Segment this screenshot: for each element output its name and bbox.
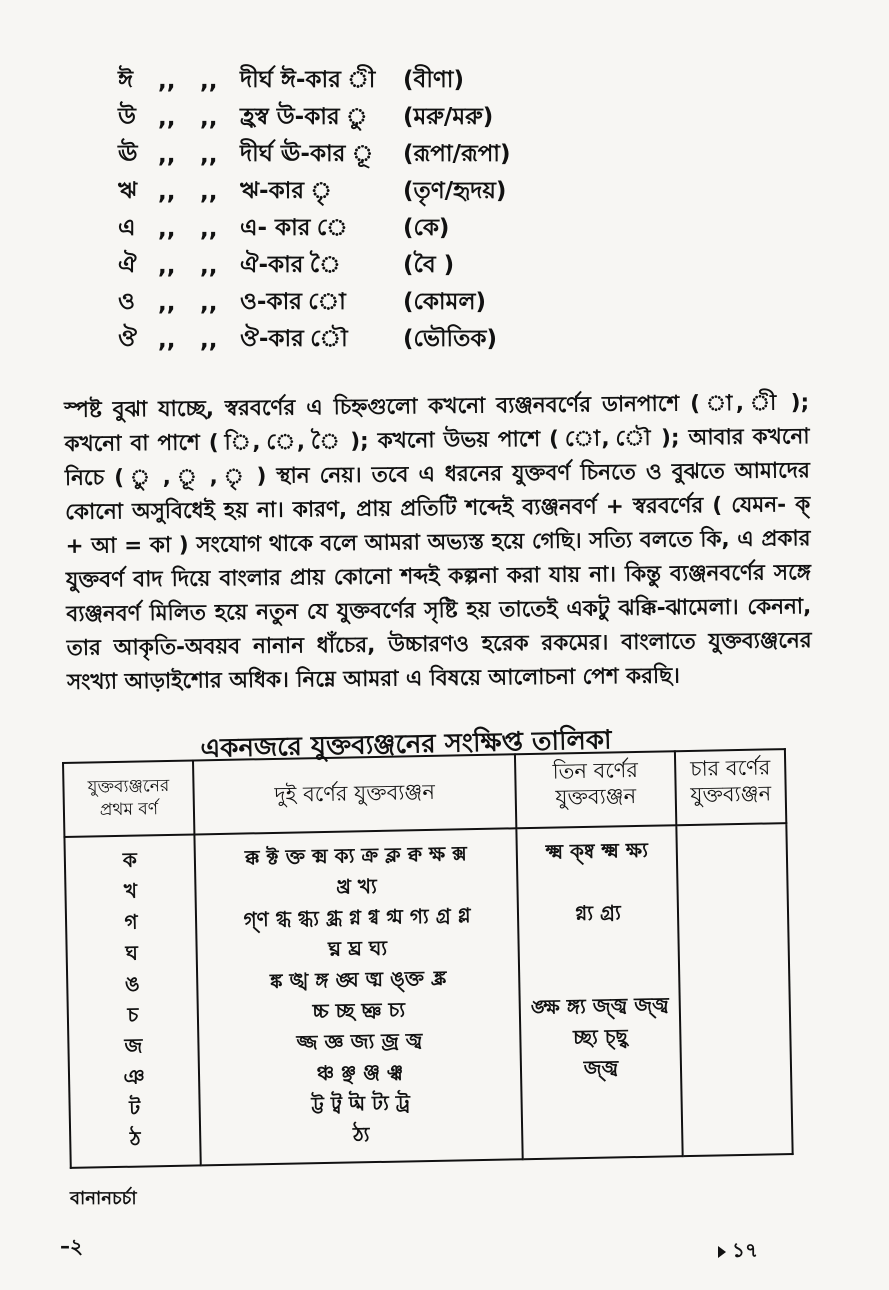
first-letter-cell: খ xyxy=(123,878,138,903)
ditto-mark: ,, xyxy=(200,215,218,242)
header-four-letter: চার বর্ণের যুক্তব্যঞ্জন xyxy=(675,749,786,825)
three-letter-line xyxy=(519,865,676,899)
example-word: (কে) xyxy=(403,215,450,241)
three-letter-line: ঙ্ক্ষ ঙ্গ্য জ্জ্ব জ্জ্ব xyxy=(530,992,669,1020)
table-title: একনজরে যুক্তব্যঞ্জনের সংক্ষিপ্ত তালিকা xyxy=(200,725,612,764)
ditto-mark: ,, xyxy=(158,178,176,205)
example-word: (মরু/মরু) xyxy=(403,104,494,130)
ditto-mark: ,, xyxy=(200,326,218,353)
arrow-right-icon xyxy=(718,1246,726,1258)
two-letter-line: ক্ক ক্ট ক্ত ক্ম ক্য ক্র ক্ল ক্ব ক্ষ ক্স xyxy=(244,841,468,870)
first-letter-cell: ট xyxy=(128,1095,141,1120)
vowel-letter: ঋ xyxy=(118,178,138,204)
ditto-mark: ,, xyxy=(200,289,218,316)
two-letter-line: ট্ট ট্ব ট্ম ট্য ট্র xyxy=(311,1090,411,1117)
kar-sign: দীর্ঘ ঊ-কার ূ xyxy=(240,141,374,167)
three-letter-line: গ্ন্য গ্র্য xyxy=(574,900,621,926)
example-word: (রূপা/রূপা) xyxy=(403,141,511,167)
two-letter-line: ঞ্চ ঞ্ছ ঞ্জ ঞ্ঝ xyxy=(316,1059,404,1086)
book-name: বানানচর্চা xyxy=(70,1188,137,1209)
two-letter-line: ঙ্ক ঙ্খ ঙ্গ ঙ্ঘ ঙ্ম ঙ্ক্ত ঙ্ক্র xyxy=(269,965,447,994)
example-word: (বীণা) xyxy=(403,67,464,93)
ditto-mark: ,, xyxy=(158,67,176,94)
ditto-mark: ,, xyxy=(158,141,176,168)
first-letter-column xyxy=(64,834,200,1167)
three-letter-line: জ্জ্ব xyxy=(583,1055,619,1081)
ditto-mark: ,, xyxy=(200,252,218,279)
ditto-mark: ,, xyxy=(200,104,218,131)
header-first-letter: যুক্তব্যঞ্জনের প্রথম বর্ণ xyxy=(63,760,194,836)
kar-sign: এ- কার ে xyxy=(240,215,348,241)
example-word: (ভৌতিক) xyxy=(403,326,498,352)
example-word: (তৃণ/হৃদয়) xyxy=(403,178,507,204)
first-letter-cell: চ xyxy=(127,1002,139,1027)
kar-sign: দীর্ঘ ঈ-কার ী xyxy=(240,67,376,93)
vowel-row xyxy=(118,247,511,284)
first-letter-cell: ঘ xyxy=(125,940,139,965)
header-two-letter: দুই বর্ণের যুক্তব্যঞ্জন xyxy=(193,754,516,834)
ditto-mark: ,, xyxy=(158,326,176,353)
three-letter-line: চ্ছ্য চ্ছ্ব xyxy=(572,1024,628,1050)
three-letter-column xyxy=(516,825,682,1159)
three-letter-line xyxy=(521,958,678,992)
page-number-text: ১৭ xyxy=(732,1238,758,1262)
vowel-row xyxy=(118,210,511,247)
first-letter-cell: ক xyxy=(122,847,138,872)
two-letter-line: খ্র খ্য xyxy=(335,873,378,899)
three-letter-line xyxy=(520,927,677,961)
body-paragraph: স্পষ্ট বুঝা যাচ্ছে, স্বরবর্ণের এ চিহ্নগুলো কখনো ব্যঞ্জনবর্ণের ডানপাশে ( া, ী ); কখনো বা পাশে ( ি, ে, ৈ ); কখনো উভয় পাশে ( ো, ৌ ); আবার কখনো নিচে ( ু , ূ , ৃ ) স্থান নেয়। তবে এ ধরনের যুক্তবর্ণ চিনতে ও বুঝতে আমাদের কোনো অসুবিধেই হয় না। কারণ, প্রায় প্রতিটি শব্দেই ব্যঞ্জনবর্ণ + স্বরবর্ণের ( যেমন- ক্ + আ = কা ) সংযোগ থাকে বলে আমরা অভ্যস্ত হয়ে গেছি। সত্যি বলতে কি, এ প্রকার যুক্তবর্ণ বাদ দিয়ে বাংলার প্রায় কোনো শব্দই কল্পনা করা যায় না। কিন্তু ব্যঞ্জনবর্ণের সঙ্গে ব্যঞ্জনবর্ণ মিলিত হয়ে নতুন যে যুক্তবর্ণের সৃষ্টি হয় তাতেই একটু ঝক্কি-ঝামেলা। কেননা, তার আকৃতি-অবয়ব নানান ধাঁচের, উচ্চারণও হরেক রকমের। বাংলাতে যুক্তব্যঞ্জনের সংখ্যা আড়াইশোর অধিক। নিম্নে আমরা এ বিষয়ে আলোচনা পেশ করছি। xyxy=(64,389,812,695)
three-letter-line: ক্ষ্ম ক্ষ্ব ক্ষ্ম ক্ষ্য xyxy=(545,837,649,864)
two-letter-column xyxy=(194,828,522,1165)
conjunct-table-wrapper xyxy=(62,748,794,1169)
two-letter-line: ঠ্য xyxy=(352,1122,370,1147)
vowel-letter: এ xyxy=(118,215,136,241)
two-letter-line: ঘ্ন ঘ্র ঘ্য xyxy=(327,935,388,961)
vowel-row xyxy=(118,284,511,321)
ditto-mark: ,, xyxy=(200,141,218,168)
two-letter-line: চ্চ চ্ছ চ্ঞ চ্য xyxy=(312,997,406,1024)
ditto-mark: ,, xyxy=(200,178,218,205)
vowel-row xyxy=(118,173,511,210)
vowel-letter: উ xyxy=(118,104,136,130)
vowel-letter: ঐ xyxy=(118,252,137,278)
table-body-row xyxy=(64,823,792,1168)
kar-sign: ঔ-কার ৌ xyxy=(240,326,348,352)
two-letter-line: জ্জ জ্ঞ জ্য জ্র জ্ব xyxy=(296,1028,423,1055)
example-word: (কোমল) xyxy=(403,289,487,315)
vowel-row xyxy=(118,321,511,358)
first-letter-cell: গ xyxy=(124,909,138,934)
four-letter-column xyxy=(676,823,792,1156)
first-letter-cell: ঞ xyxy=(123,1064,145,1089)
page-marker-left: –২ xyxy=(60,1234,84,1258)
vowel-row xyxy=(118,62,511,99)
table-header-row xyxy=(63,749,786,837)
first-letter-cell: জ xyxy=(124,1033,143,1058)
kar-sign: ঋ-কার ৃ xyxy=(240,178,332,204)
kar-sign: ও-কার ো xyxy=(240,289,346,315)
first-letter-cell: ঙ xyxy=(124,971,140,996)
example-word: (বৈ ) xyxy=(403,252,455,278)
vowel-letter: ঔ xyxy=(118,326,137,352)
kar-sign: ঐ-কার ৈ xyxy=(240,252,341,278)
two-letter-line: গ্ণ গ্ধ গ্ধ্য গ্ধ্র গ্ন গ্ব গ্ম গ্য গ্র গ্ল xyxy=(243,903,471,932)
header-three-letter: তিন বর্ণের যুক্তব্যঞ্জন xyxy=(515,751,676,828)
vowel-sign-list xyxy=(118,62,511,358)
vowel-row xyxy=(118,136,511,173)
ditto-mark: ,, xyxy=(200,67,218,94)
ditto-mark: ,, xyxy=(158,289,176,316)
vowel-letter: ঊ xyxy=(118,141,138,167)
ditto-mark: ,, xyxy=(158,252,176,279)
page-number xyxy=(718,1236,758,1269)
ditto-mark: ,, xyxy=(158,215,176,242)
conjunct-table xyxy=(62,748,794,1169)
first-letter-cell: ঠ xyxy=(129,1126,141,1151)
vowel-letter: ঈ xyxy=(118,67,134,93)
vowel-letter: ও xyxy=(118,289,135,315)
ditto-mark: ,, xyxy=(158,104,176,131)
kar-sign: হ্রস্ব উ-কার ু xyxy=(240,104,368,130)
vowel-row xyxy=(118,99,511,136)
